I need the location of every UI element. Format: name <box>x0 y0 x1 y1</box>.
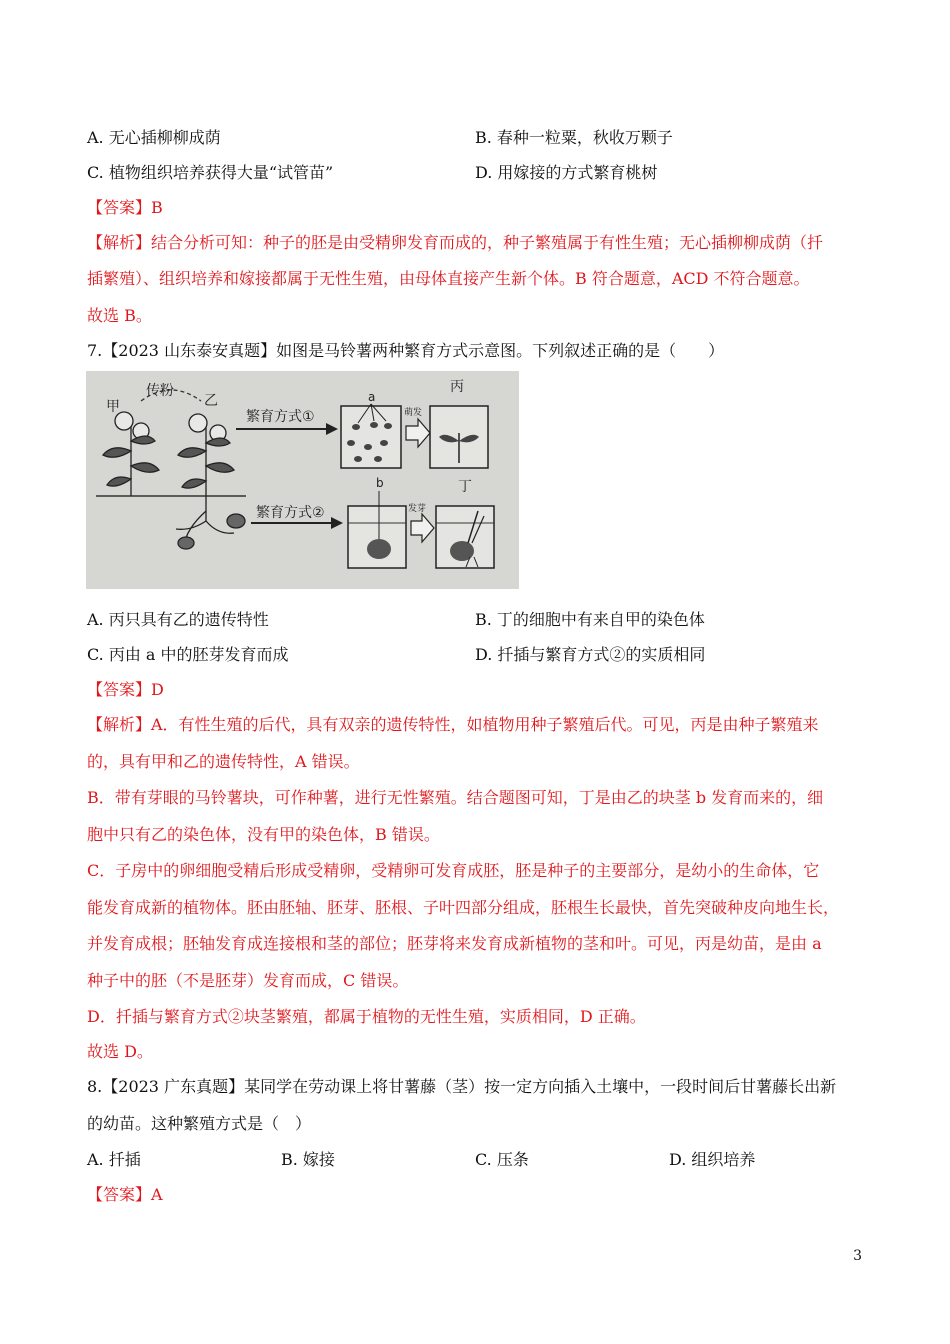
q7-option-b: B. 丁的细胞中有来自甲的染色体 <box>475 610 705 629</box>
q8-option-b: B. 嫁接 <box>281 1150 335 1169</box>
label-yi: 乙 <box>204 393 218 409</box>
q7-option-c: C. 丙由 a 中的胚芽发育而成 <box>87 645 289 664</box>
label-pollination: 传粉 <box>146 383 174 399</box>
label-method-1: 繁育方式① <box>246 409 315 425</box>
q6-option-a: A. 无心插柳柳成荫 <box>87 128 221 147</box>
label-germinate-2: 发芽 <box>408 504 427 514</box>
q7-analysis-line-9: D．扦插与繁育方式②块茎繁殖，都属于植物的无性生殖，实质相同，D 正确。 <box>87 1007 646 1026</box>
q7-analysis-line-1: 【解析】A．有性生殖的后代，具有双亲的遗传特性，如植物用种子繁殖后代。可见，丙是由种子繁殖来 <box>87 715 819 734</box>
q6-analysis-line-3: 故选 B。 <box>87 306 152 325</box>
q6-option-c: C. 植物组织培养获得大量“试管苗” <box>87 163 334 182</box>
q8-option-a: A. 扦插 <box>87 1150 141 1169</box>
q7-option-d: D. 扦插与繁育方式②的实质相同 <box>475 645 706 664</box>
q8-option-d: D. 组织培养 <box>669 1150 756 1169</box>
q7-analysis-line-8: 种子中的胚（不是胚芽）发育而成，C 错误。 <box>87 971 409 990</box>
q7-answer: 【答案】D <box>87 680 164 699</box>
label-bing: 丙 <box>450 379 464 395</box>
page-number: 3 <box>853 1248 862 1264</box>
label-a: a <box>368 390 376 404</box>
figure-svg <box>86 371 519 589</box>
seed-box <box>341 406 401 468</box>
q7-analysis-line-6: 能发育成新的植物体。胚由胚轴、胚芽、胚根、子叶四部分组成，胚根生长最快，首先突破种皮向地生长， <box>87 898 840 917</box>
q8-stem-line-1: 8.【2023 广东真题】某同学在劳动课上将甘薯藤（茎）按一定方向插入土壤中，一段时间后甘薯藤长出新 <box>87 1077 837 1096</box>
q7-analysis-line-3: B．带有芽眼的马铃薯块，可作种薯，进行无性繁殖。结合题图可知，丁是由乙的块茎 b 发育而来的，细 <box>87 788 824 807</box>
q7-analysis-line-7: 并发育成根；胚轴发育成连接根和茎的部位；胚芽将来发育成新植物的茎和叶。可见，丙是幼苗，是由 a <box>87 934 822 953</box>
q8-stem-line-2: 的幼苗。这种繁殖方式是（ ） <box>87 1114 312 1133</box>
q7-analysis-line-10: 故选 D。 <box>87 1042 153 1061</box>
label-jia: 甲 <box>106 399 120 415</box>
label-method-2: 繁育方式② <box>256 505 325 521</box>
q7-option-a: A. 丙只具有乙的遗传特性 <box>87 610 269 629</box>
label-b: b <box>376 476 384 490</box>
q6-analysis-line-2: 插繁殖）、组织培养和嫁接都属于无性生殖，由母体直接产生新个体。B 符合题意，ACD 不符合题意。 <box>87 269 810 288</box>
q8-option-c: C. 压条 <box>475 1150 529 1169</box>
label-ding: 丁 <box>458 479 472 495</box>
q7-analysis-line-2: 的，具有甲和乙的遗传特性，A 错误。 <box>87 752 360 771</box>
label-germinate-1: 萌发 <box>404 408 423 418</box>
q6-answer: 【答案】B <box>87 198 163 217</box>
q6-option-d: D. 用嫁接的方式繁育桃树 <box>475 163 658 182</box>
potato-propagation-figure <box>86 371 519 589</box>
q7-analysis-line-4: 胞中只有乙的染色体，没有甲的染色体，B 错误。 <box>87 825 440 844</box>
q6-analysis-line-1: 【解析】结合分析可知：种子的胚是由受精卵发育而成的，种子繁殖属于有性生殖；无心插柳柳成荫（扦 <box>87 233 824 252</box>
q6-option-b: B. 春种一粒粟，秋收万颗子 <box>475 128 673 147</box>
q8-answer: 【答案】A <box>87 1185 163 1204</box>
q7-stem: 7.【2023 山东泰安真题】如图是马铃薯两种繁育方式示意图。下列叙述正确的是（ ） <box>87 341 725 360</box>
q7-analysis-line-5: C．子房中的卵细胞受精后形成受精卵，受精卵可发育成胚，胚是种子的主要部分，是幼小的生命体，它 <box>87 861 820 880</box>
potato-tuber <box>367 539 391 559</box>
